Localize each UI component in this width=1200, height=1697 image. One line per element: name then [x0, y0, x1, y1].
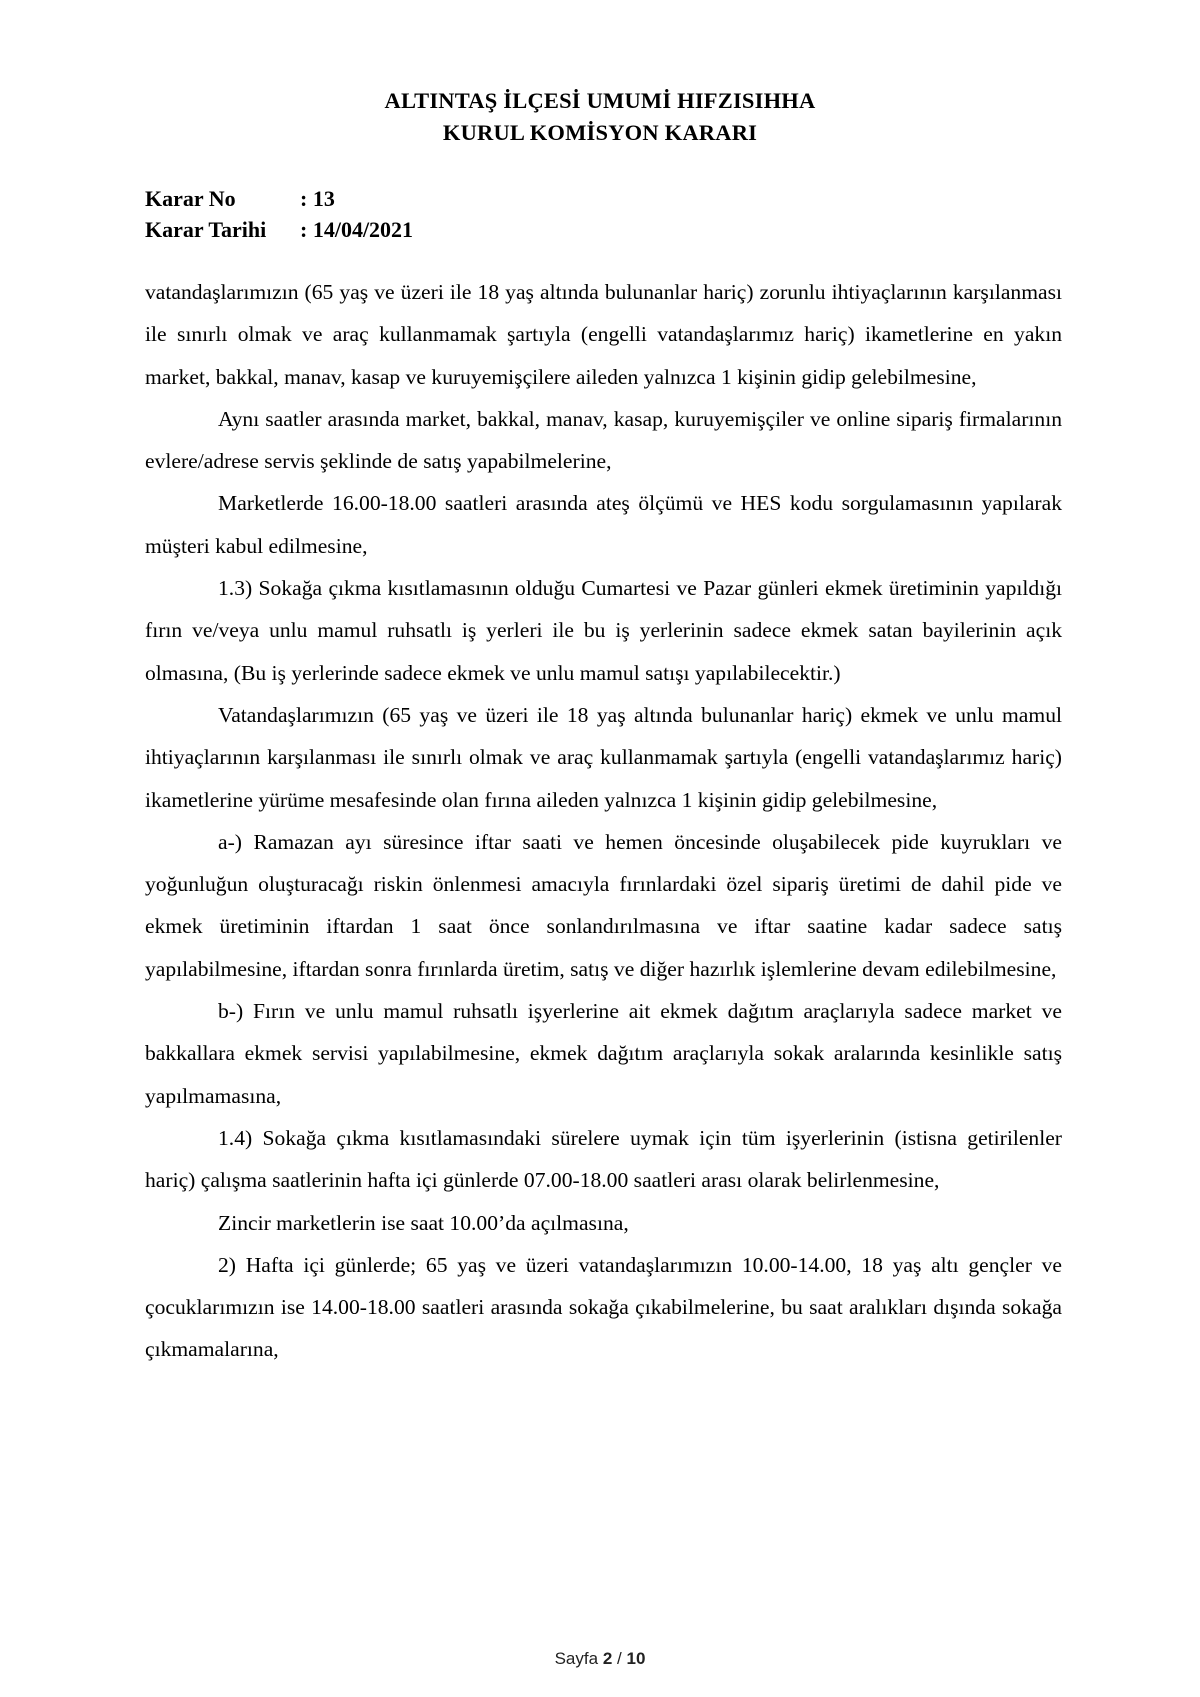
body-paragraph: 2) Hafta içi günlerde; 65 yaş ve üzeri vatandaşlarımızın 10.00-14.00, 18 yaş altı gençler ve çocuklarımızın ise 14.00-18.00 saatleri arasında sokağa çıkabilmelerine, bu saat aralıkları dışında sokağa çıkmamalarına,	[145, 1252, 1062, 1362]
body-paragraph: 1.4) Sokağa çıkma kısıtlamasındaki sürelere uymak için tüm işyerlerinin (istisna getirilenler hariç) çalışma saatlerinin hafta içi günlerde 07.00-18.00 saatleri arası olarak belirlenmesine,	[145, 1125, 1062, 1193]
body-paragraph: Zincir marketlerin ise saat 10.00’da açılmasına,	[218, 1210, 629, 1235]
decision-date-label: Karar Tarihi	[145, 217, 267, 242]
page-separator: /	[617, 1649, 622, 1668]
body-paragraph: Marketlerde 16.00-18.00 saatleri arasında ateş ölçümü ve HES kodu sorgulamasının yapılarak müşteri kabul edilmesine,	[145, 491, 1062, 558]
body-paragraph: Vatandaşlarımızın (65 yaş ve üzeri ile 18 yaş altında bulunanlar hariç) ekmek ve unlu mamul ihtiyaçlarının karşılanması ile sınırlı olmak ve araç kullanmamak şartıyla (engelli vatandaşlarımız hariç) ikametlerine yürüme mesafesinde olan fırına aileden yalnızca 1 kişinin gidip gelebilmesine,	[145, 702, 1062, 812]
document-title-line-1: ALTINTAŞ İLÇESİ UMUMİ HIFZISIHHA	[384, 88, 816, 113]
decision-date-row	[145, 217, 413, 243]
decision-number-row	[145, 186, 335, 212]
page-total: 10	[626, 1649, 646, 1668]
body-paragraph: b-) Fırın ve unlu mamul ruhsatlı işyerlerine ait ekmek dağıtım araçlarıyla sadece market ve bakkallara ekmek servisi yapılabilmesine, ekmek dağıtım araçlarıyla sokak aralarında kesinlikle satış yapılmamasına,	[145, 999, 1062, 1108]
body-paragraph: a-) Ramazan ayı süresince iftar saati ve hemen öncesinde oluşabilecek pide kuyrukları ve yoğunluğun oluşturacağı riskin önlenmesi amacıyla fırınlardaki özel sipariş üretimi de dahil pide ve ekmek üretiminin iftardan 1 saat önce sonlandırılmasına ve iftar saatine kadar sadece satış yapılabilmesine, iftardan sonra fırınlarda üretim, satış ve diğer hazırlık işlemlerine devam edilebilmesine,	[145, 829, 1062, 981]
page-number-footer	[0, 1649, 1200, 1669]
body-paragraph: Aynı saatler arasında market, bakkal, manav, kasap, kuruyemişçiler ve online sipariş firmalarının evlere/adrese servis şeklinde de satış yapabilmelerine,	[145, 406, 1062, 474]
decision-number-label: Karar No	[145, 186, 236, 211]
document-title-line-2: KURUL KOMİSYON KARARI	[442, 120, 758, 145]
body-paragraph: 1.3) Sokağa çıkma kısıtlamasının olduğu Cumartesi ve Pazar günleri ekmek üretiminin yapıldığı fırın ve/veya unlu mamul ruhsatlı iş yerleri ile bu iş yerlerinin sadece ekmek satan bayilerinin açık olmasına, (Bu iş yerlerinde sadece ekmek ve unlu mamul satışı yapılabilecektir.)	[145, 576, 1062, 685]
page-label: Sayfa	[554, 1649, 599, 1668]
page-current: 2	[602, 1649, 613, 1668]
decision-number-value: : 13	[300, 186, 335, 211]
document-body	[145, 271, 1062, 1371]
decision-date-value: : 14/04/2021	[300, 217, 414, 242]
body-paragraph: vatandaşlarımızın (65 yaş ve üzeri ile 18 yaş altında bulunanlar hariç) zorunlu ihtiyaçlarının karşılanması ile sınırlı olmak ve araç kullanmamak şartıyla (engelli vatandaşlarımız hariç) ikametlerine en yakın market, bakkal, manav, kasap ve kuruyemişçilere aileden yalnızca 1 kişinin gidip gelebilmesine,	[145, 280, 1062, 389]
